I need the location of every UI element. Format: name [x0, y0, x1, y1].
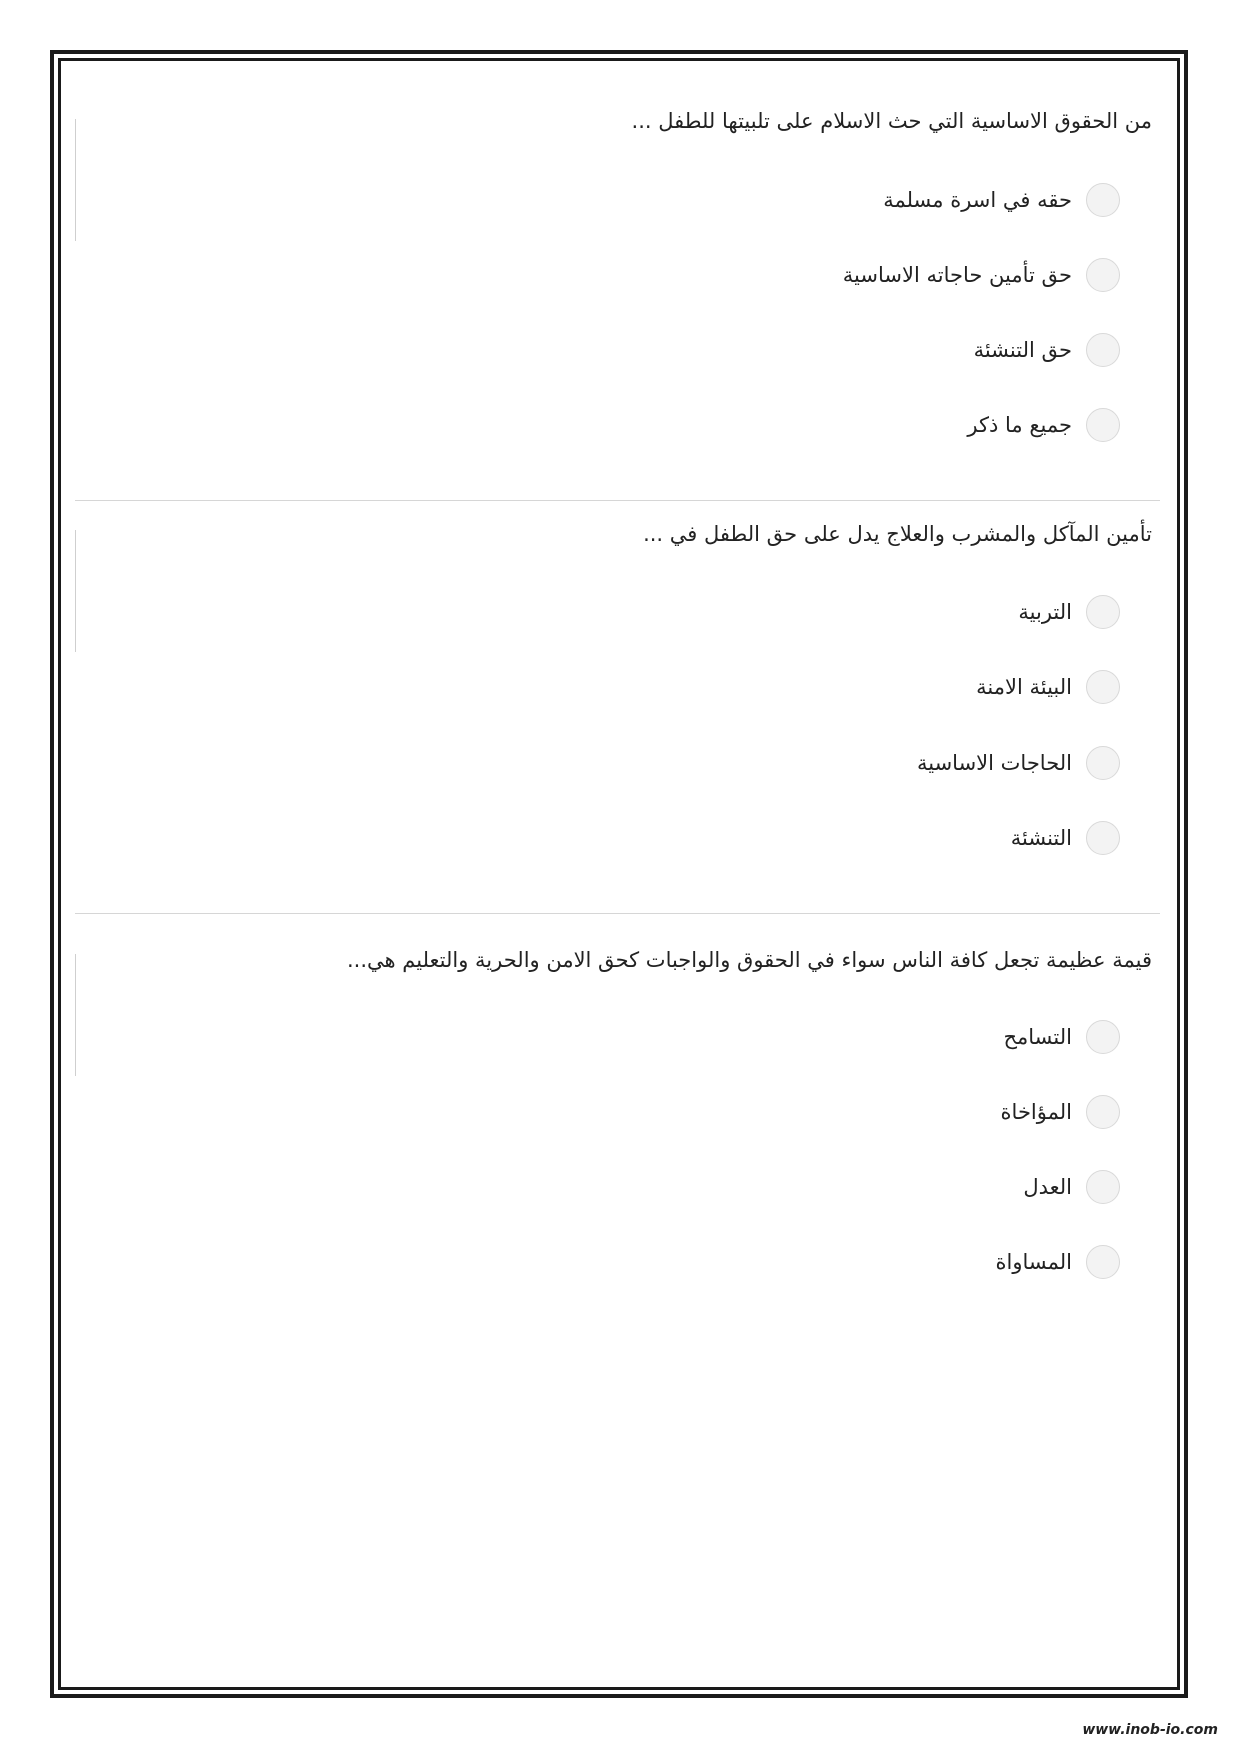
section-divider	[75, 500, 1160, 501]
option-item[interactable]	[1011, 821, 1120, 855]
question-block-1	[75, 105, 1160, 505]
option-label: التربية	[1018, 600, 1072, 624]
radio-button[interactable]	[1086, 746, 1120, 780]
question-text: من الحقوق الاساسية التي حث الاسلام على تلبيتها للطفل ...	[631, 109, 1152, 133]
option-item[interactable]	[1018, 595, 1120, 629]
option-item[interactable]	[883, 183, 1120, 217]
question-text: تأمين المآكل والمشرب والعلاج يدل على حق الطفل في ...	[643, 522, 1152, 546]
radio-button[interactable]	[1086, 258, 1120, 292]
option-item[interactable]	[843, 258, 1120, 292]
section-divider	[75, 913, 1160, 914]
radio-button[interactable]	[1086, 1020, 1120, 1054]
option-label: حقه في اسرة مسلمة	[883, 188, 1072, 212]
option-label: المؤاخاة	[1000, 1100, 1072, 1124]
question-block-3	[75, 944, 1160, 1344]
question-side-rule	[75, 954, 76, 1076]
radio-button[interactable]	[1086, 1095, 1120, 1129]
option-item[interactable]	[1001, 1095, 1120, 1129]
option-label: حق التنشئة	[973, 338, 1072, 362]
option-label: العدل	[1023, 1175, 1072, 1199]
option-label: التنشئة	[1010, 826, 1072, 850]
question-text: قيمة عظيمة تجعل كافة الناس سواء في الحقوق والواجبات كحق الامن والحرية والتعليم هي...	[346, 948, 1152, 972]
option-item[interactable]	[967, 408, 1120, 442]
question-side-rule	[75, 119, 76, 241]
radio-button[interactable]	[1086, 1170, 1120, 1204]
option-label: التسامح	[1003, 1025, 1072, 1049]
footer-url: www.inob-io.com	[1082, 1722, 1218, 1738]
question-side-rule	[75, 530, 76, 652]
option-item[interactable]	[917, 746, 1120, 780]
radio-button[interactable]	[1086, 183, 1120, 217]
radio-button[interactable]	[1086, 821, 1120, 855]
option-item[interactable]	[1023, 1170, 1120, 1204]
option-item[interactable]	[996, 1245, 1120, 1279]
radio-button[interactable]	[1086, 1245, 1120, 1279]
radio-button[interactable]	[1086, 333, 1120, 367]
option-item[interactable]	[976, 670, 1120, 704]
radio-button[interactable]	[1086, 408, 1120, 442]
option-label: حق تأمين حاجاته الاساسية	[842, 263, 1072, 287]
option-item[interactable]	[1003, 1020, 1120, 1054]
radio-button[interactable]	[1086, 670, 1120, 704]
option-label: المساواة	[995, 1250, 1072, 1274]
option-label: البيئة الامنة	[976, 675, 1072, 699]
option-label: جميع ما ذكر	[967, 413, 1072, 437]
radio-button[interactable]	[1086, 595, 1120, 629]
question-block-2	[75, 518, 1160, 918]
option-label: الحاجات الاساسية	[916, 751, 1072, 775]
option-item[interactable]	[974, 333, 1120, 367]
